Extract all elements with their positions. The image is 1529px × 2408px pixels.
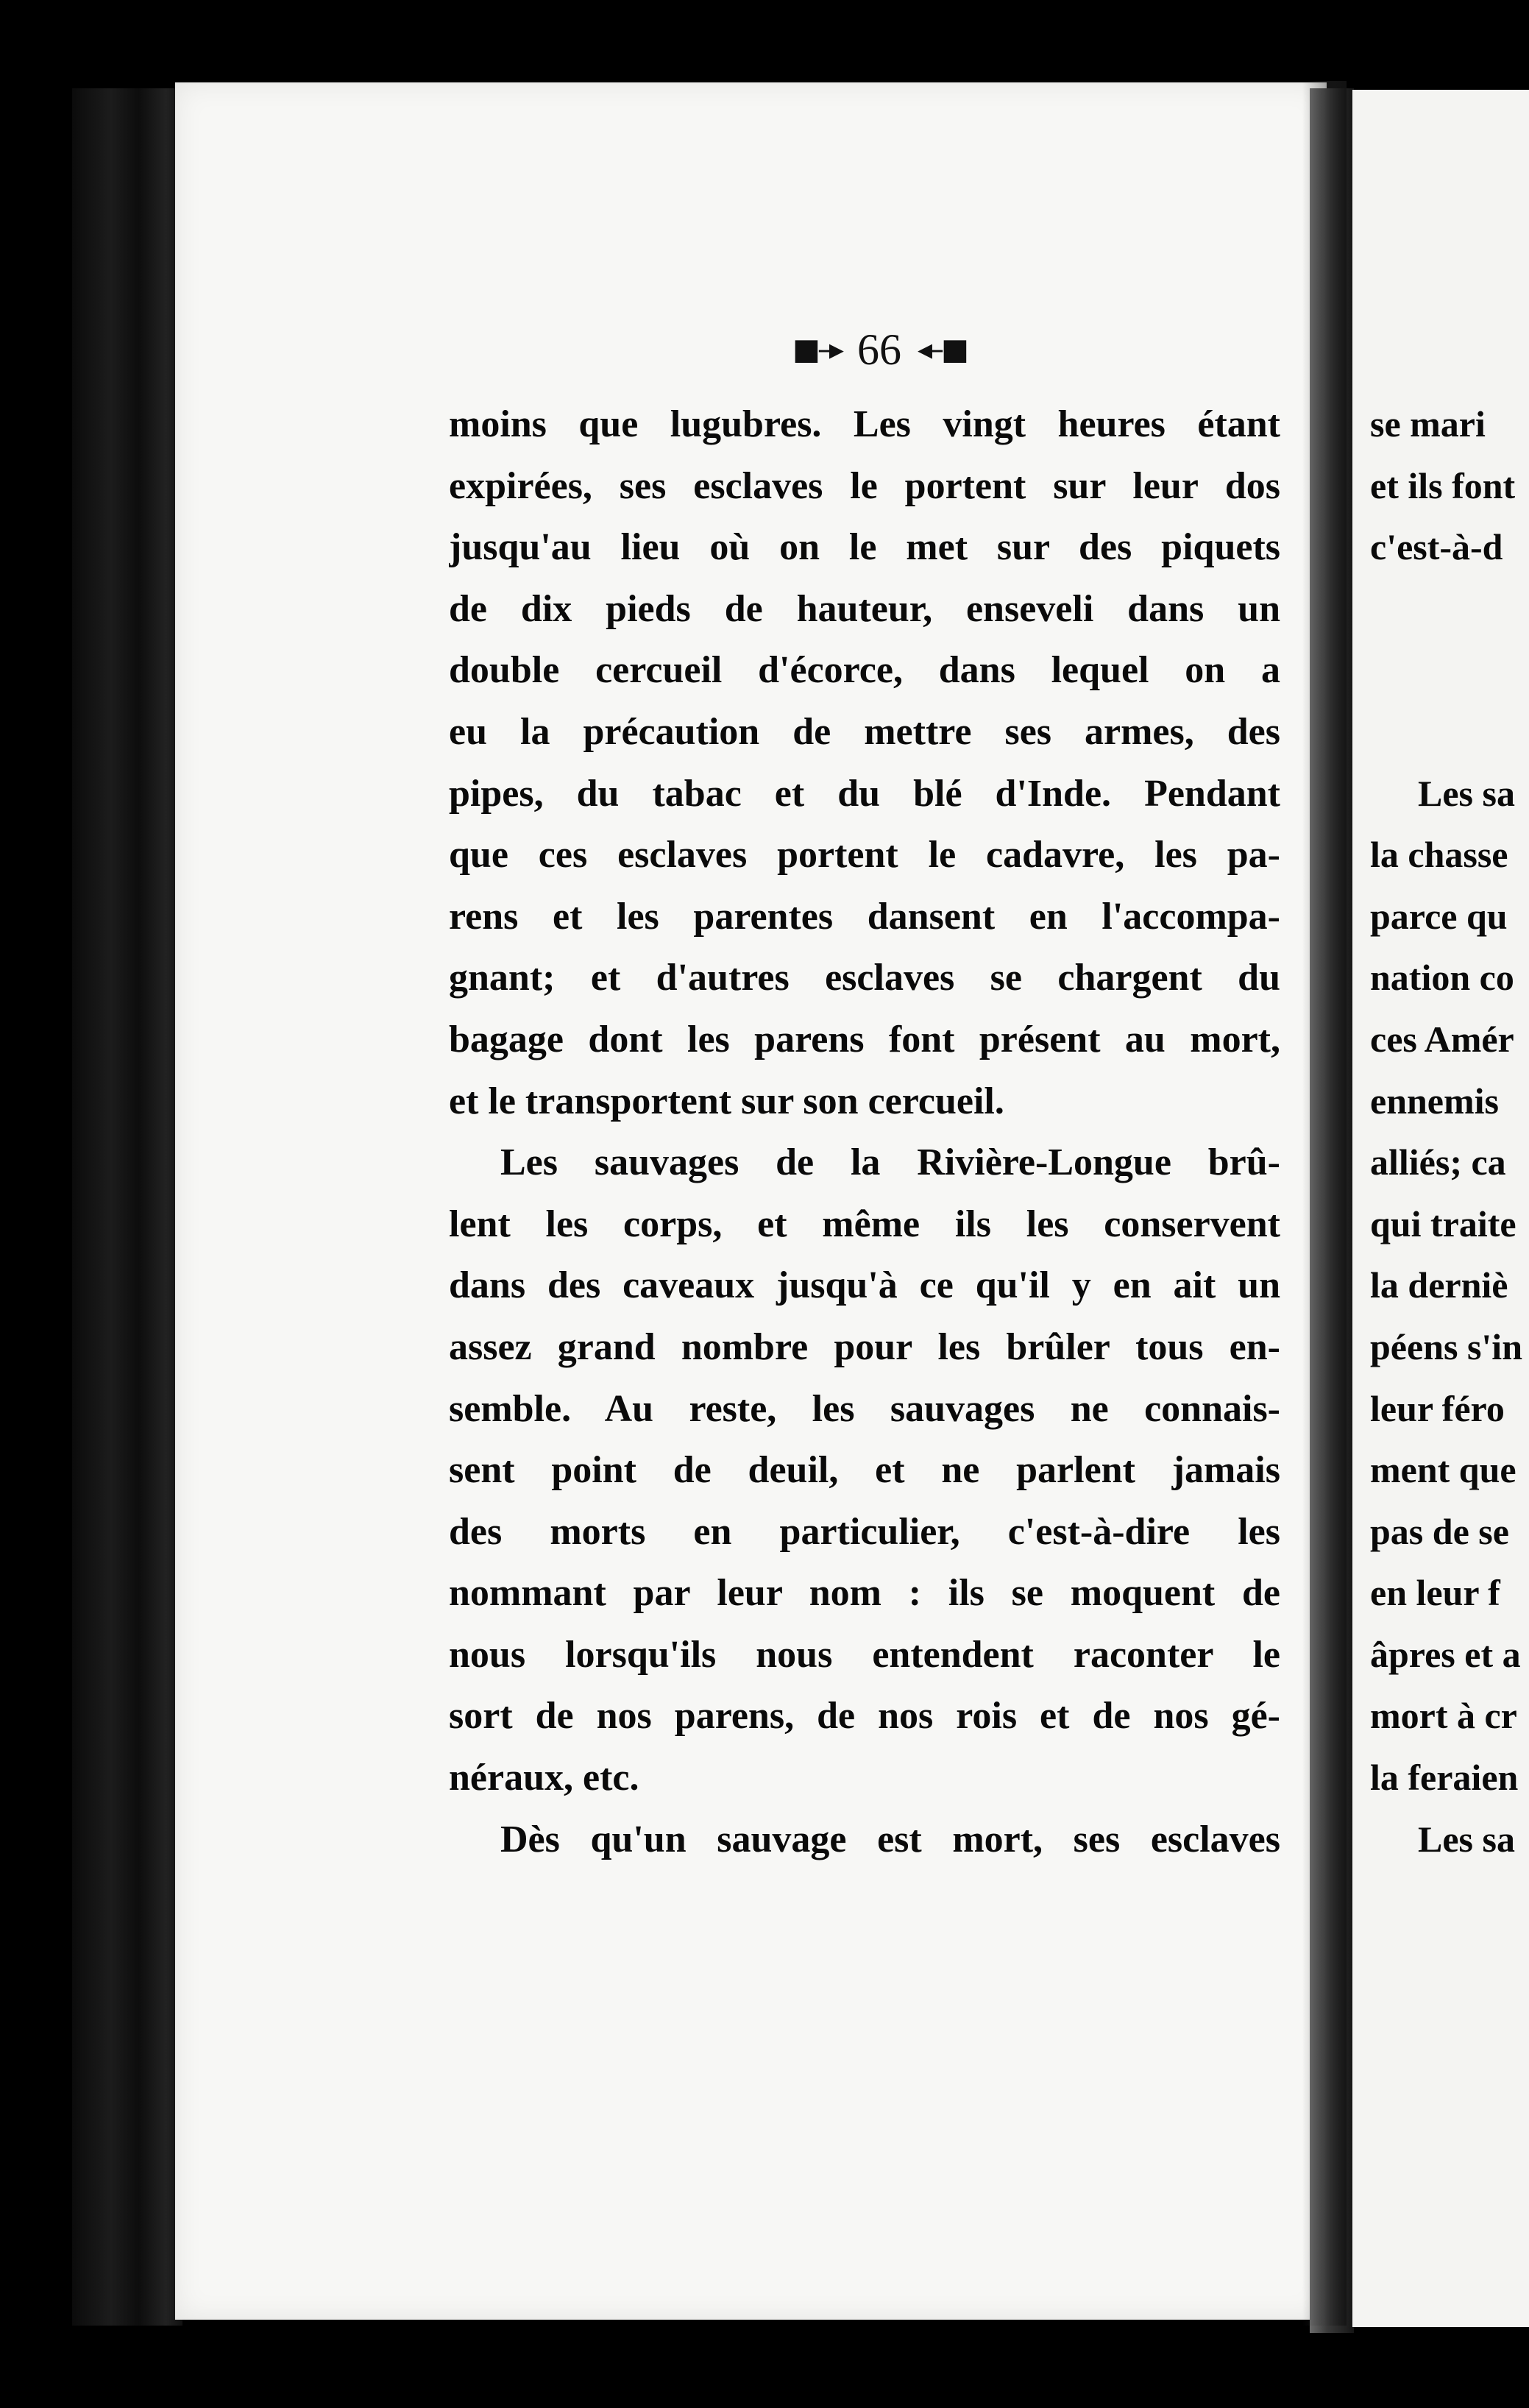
text-line: assez grand nombre pour les brûler tous en- [449,1325,1280,1368]
book-spine [72,88,182,2326]
text-line: double cercueil d'écorce, dans lequel on a [449,649,1280,692]
text-line: et le transportent sur son cercueil. [449,1080,1004,1122]
text-line: nommant par leur nom : ils se moquent de [449,1572,1280,1615]
facing-line: âpres et a [1370,1633,1521,1675]
facing-line [1370,701,1529,763]
text-line: sort de nos parens, de nos rois et de nos gé- [449,1695,1280,1738]
facing-line: ces Amér [1370,1018,1514,1060]
gutter-shadow [1302,81,1347,2326]
text-line: néraux, etc. [449,1757,639,1799]
facing-line [1370,640,1529,701]
facing-line: nation co [1370,957,1514,999]
text-line: que ces esclaves portent le cadavre, les pa- [449,834,1280,877]
text-line: expirées, ses esclaves le portent sur leur dos [449,464,1280,507]
facing-line: Les sa [1418,772,1515,814]
facing-page-text [1370,394,1529,1870]
facing-line: c'est-à-d [1370,526,1503,568]
facing-line: la chasse [1370,834,1508,876]
text-line: eu la précaution de mettre ses armes, des [449,710,1280,753]
text-line: Les sauvages de la Rivière-Longue brû- [500,1141,1280,1184]
text-line: sent point de deuil, et ne parlent jamais [449,1449,1280,1492]
facing-line: ment que [1370,1449,1516,1491]
facing-line: ennemis [1370,1080,1499,1122]
text-line: des morts en particulier, c'est-à-dire les [449,1510,1280,1553]
facing-line: la feraien [1370,1757,1519,1799]
facing-line: en leur f [1370,1572,1500,1614]
text-line: de dix pieds de hauteur, enseveli dans un [449,587,1280,630]
text-line: lent les corps, et même ils les conservent [449,1203,1280,1245]
facing-line: la derniè [1370,1264,1508,1306]
facing-line: qui traite [1370,1203,1516,1244]
facing-line: se mari [1370,403,1486,445]
text-line: bagage dont les parens font présent au mort, [449,1018,1280,1060]
text-line: moins que lugubres. Les vingt heures étant [449,403,1280,445]
facing-line: mort à cr [1370,1695,1517,1737]
ornament-left: ■–▸ [792,333,841,366]
facing-line: péens s'in [1370,1325,1523,1367]
facing-line: alliés; ca [1370,1141,1506,1183]
body-text [449,394,1280,1870]
page-header [751,316,1008,383]
text-line: rens et les parentes dansent en l'accompa- [449,895,1280,938]
facing-line: pas de se [1370,1510,1509,1552]
ornament-right: ◂–■ [918,333,966,366]
facing-line: et ils font [1370,464,1516,506]
text-line: semble. Au reste, les sauvages ne connais- [449,1387,1280,1430]
page-number: 66 [857,325,901,374]
facing-line: parce qu [1370,895,1508,937]
text-line: jusqu'au lieu où on le met sur des piquets [449,526,1280,569]
text-line: pipes, du tabac et du blé d'Inde. Pendant [449,772,1280,815]
text-line: Dès qu'un sauvage est mort, ses esclaves [500,1818,1280,1860]
facing-line: Les sa [1418,1818,1515,1860]
text-line: gnant; et d'autres esclaves se chargent du [449,957,1280,999]
facing-line [1370,578,1529,640]
text-line: nous lorsqu'ils nous entendent raconter le [449,1633,1280,1676]
facing-line: leur féro [1370,1387,1505,1429]
text-line: dans des caveaux jusqu'à ce qu'il y en ait un [449,1264,1280,1307]
